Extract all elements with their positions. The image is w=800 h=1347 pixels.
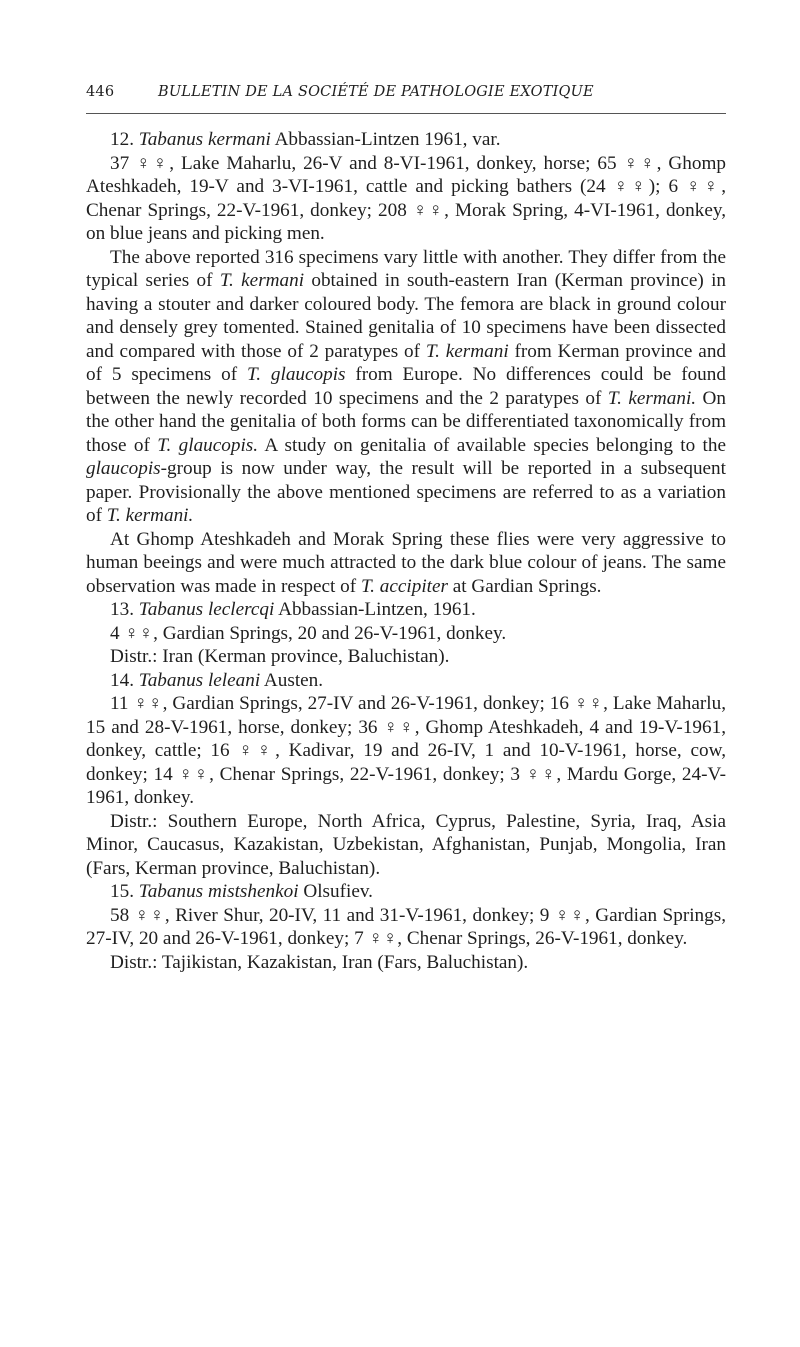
species-discussion: The above reported 316 specimens vary little with another. They differ from the typical series of T. kermani obtained in south-eastern Iran (Kerman province) in having a stouter and darker coloured body. The femora are black in ground colour and densely grey tomented. Stained genitalia of 10 specimens have been dissected and compared with those of 2 paratypes of T. kermani from Kerman province and of 5 specimens of T. glaucopis from Europe. No differences could be found between the newly recorded 10 specimens and the 2 paratypes of T. kermani. On the other hand the genitalia of both forms can be differentiated taxonomically from those of T. glaucopis. A study on genitalia of available species belonging to the glaucopis-group is now under way, the result will be reported in a subsequent paper. Provisionally the above mentioned specimens are referred to as a variation of T. kermani. — [86, 246, 727, 526]
species-records: 4 ♀♀, Gardian Springs, 20 and 26-V-1961, donkey. — [110, 622, 507, 644]
journal-title: BULLETIN DE LA SOCIÉTÉ DE PATHOLOGIE EXOTIQUE — [158, 84, 594, 100]
header-rule — [86, 113, 726, 114]
species-number: 14. — [110, 669, 134, 691]
species-distribution: Distr.: Tajikistan, Kazakistan, Iran (Fars, Baluchistan). — [110, 951, 529, 973]
species-genus: Tabanus — [138, 669, 204, 691]
species-heading — [86, 669, 726, 693]
species-genus: Tabanus — [138, 881, 204, 902]
species-epithet: kermani — [207, 129, 271, 150]
species-observation: At Ghomp Ateshkadeh and Morak Spring these flies were very aggressive to human beeings and were much attracted to the dark blue colour of jeans. The same observation was made in respect of T. accipiter at Gardian Springs. — [86, 528, 726, 597]
article-body — [86, 128, 726, 974]
page-number: 446 — [86, 84, 115, 100]
running-header — [86, 84, 726, 106]
species-records: 58 ♀♀, River Shur, 20-IV, 11 and 31-V-1961, donkey; 9 ♀♀, Gardian Springs, 27-IV, 20 and 26-V-1961, donkey; 7 ♀♀, Chenar Springs, 26-V-1961, donkey. — [86, 904, 726, 949]
species-genus: Tabanus — [138, 129, 204, 150]
species-authority: Olsufiev. — [303, 881, 373, 902]
species-distribution: Distr.: Iran (Kerman province, Baluchistan). — [110, 646, 450, 667]
species-number: 15. — [110, 881, 134, 902]
species-distribution: Distr.: Southern Europe, North Africa, Cyprus, Palestine, Syria, Iraq, Asia Minor, Caucasus, Kazakistan, Uzbekistan, Afghanistan, Punjab, Mongolia, Iran (Fars, Kerman province, Baluchistan). — [86, 810, 726, 879]
species-heading — [86, 880, 726, 904]
species-epithet: leclercqi — [207, 599, 275, 620]
species-heading — [86, 128, 726, 152]
species-heading — [86, 598, 726, 622]
species-records: 37 ♀♀, Lake Maharlu, 26-V and 8-VI-1961, donkey, horse; 65 ♀♀, Ghomp Ateshkadeh, 19-V and 3-VI-1961, cattle and picking bathers (24 ♀♀); 6 ♀♀, Chenar Springs, 22-V-1961, donkey; 208 ♀♀, Morak Spring, 4-VI-1961, donkey, on blue jeans and picking men. — [86, 152, 726, 244]
species-epithet: leleani — [207, 669, 261, 691]
species-authority: Abbassian-Lintzen 1961, var. — [274, 129, 501, 150]
species-authority: Austen. — [263, 669, 324, 691]
species-epithet: mistshenkoi — [207, 881, 299, 902]
species-number: 12. — [110, 129, 134, 150]
species-number: 13. — [110, 599, 134, 620]
species-genus: Tabanus — [138, 599, 204, 620]
species-records: 11 ♀♀, Gardian Springs, 27-IV and 26-V-1961, donkey; 16 ♀♀, Lake Maharlu, 15 and 28-V-1961, horse, donkey; 36 ♀♀, Ghomp Ateshkadeh, 4 and 19-V-1961, donkey, cattle; 16 ♀♀, Kadivar, 19 and 26-IV, 1 and 10-V-1961, horse, cow, donkey; 14 ♀♀, Chenar Springs, 22-V-1961, donkey; 3 ♀♀, Mardu Gorge, 24-V-1961, donkey. — [86, 693, 726, 808]
species-authority: Abbassian-Lintzen, 1961. — [278, 599, 476, 620]
